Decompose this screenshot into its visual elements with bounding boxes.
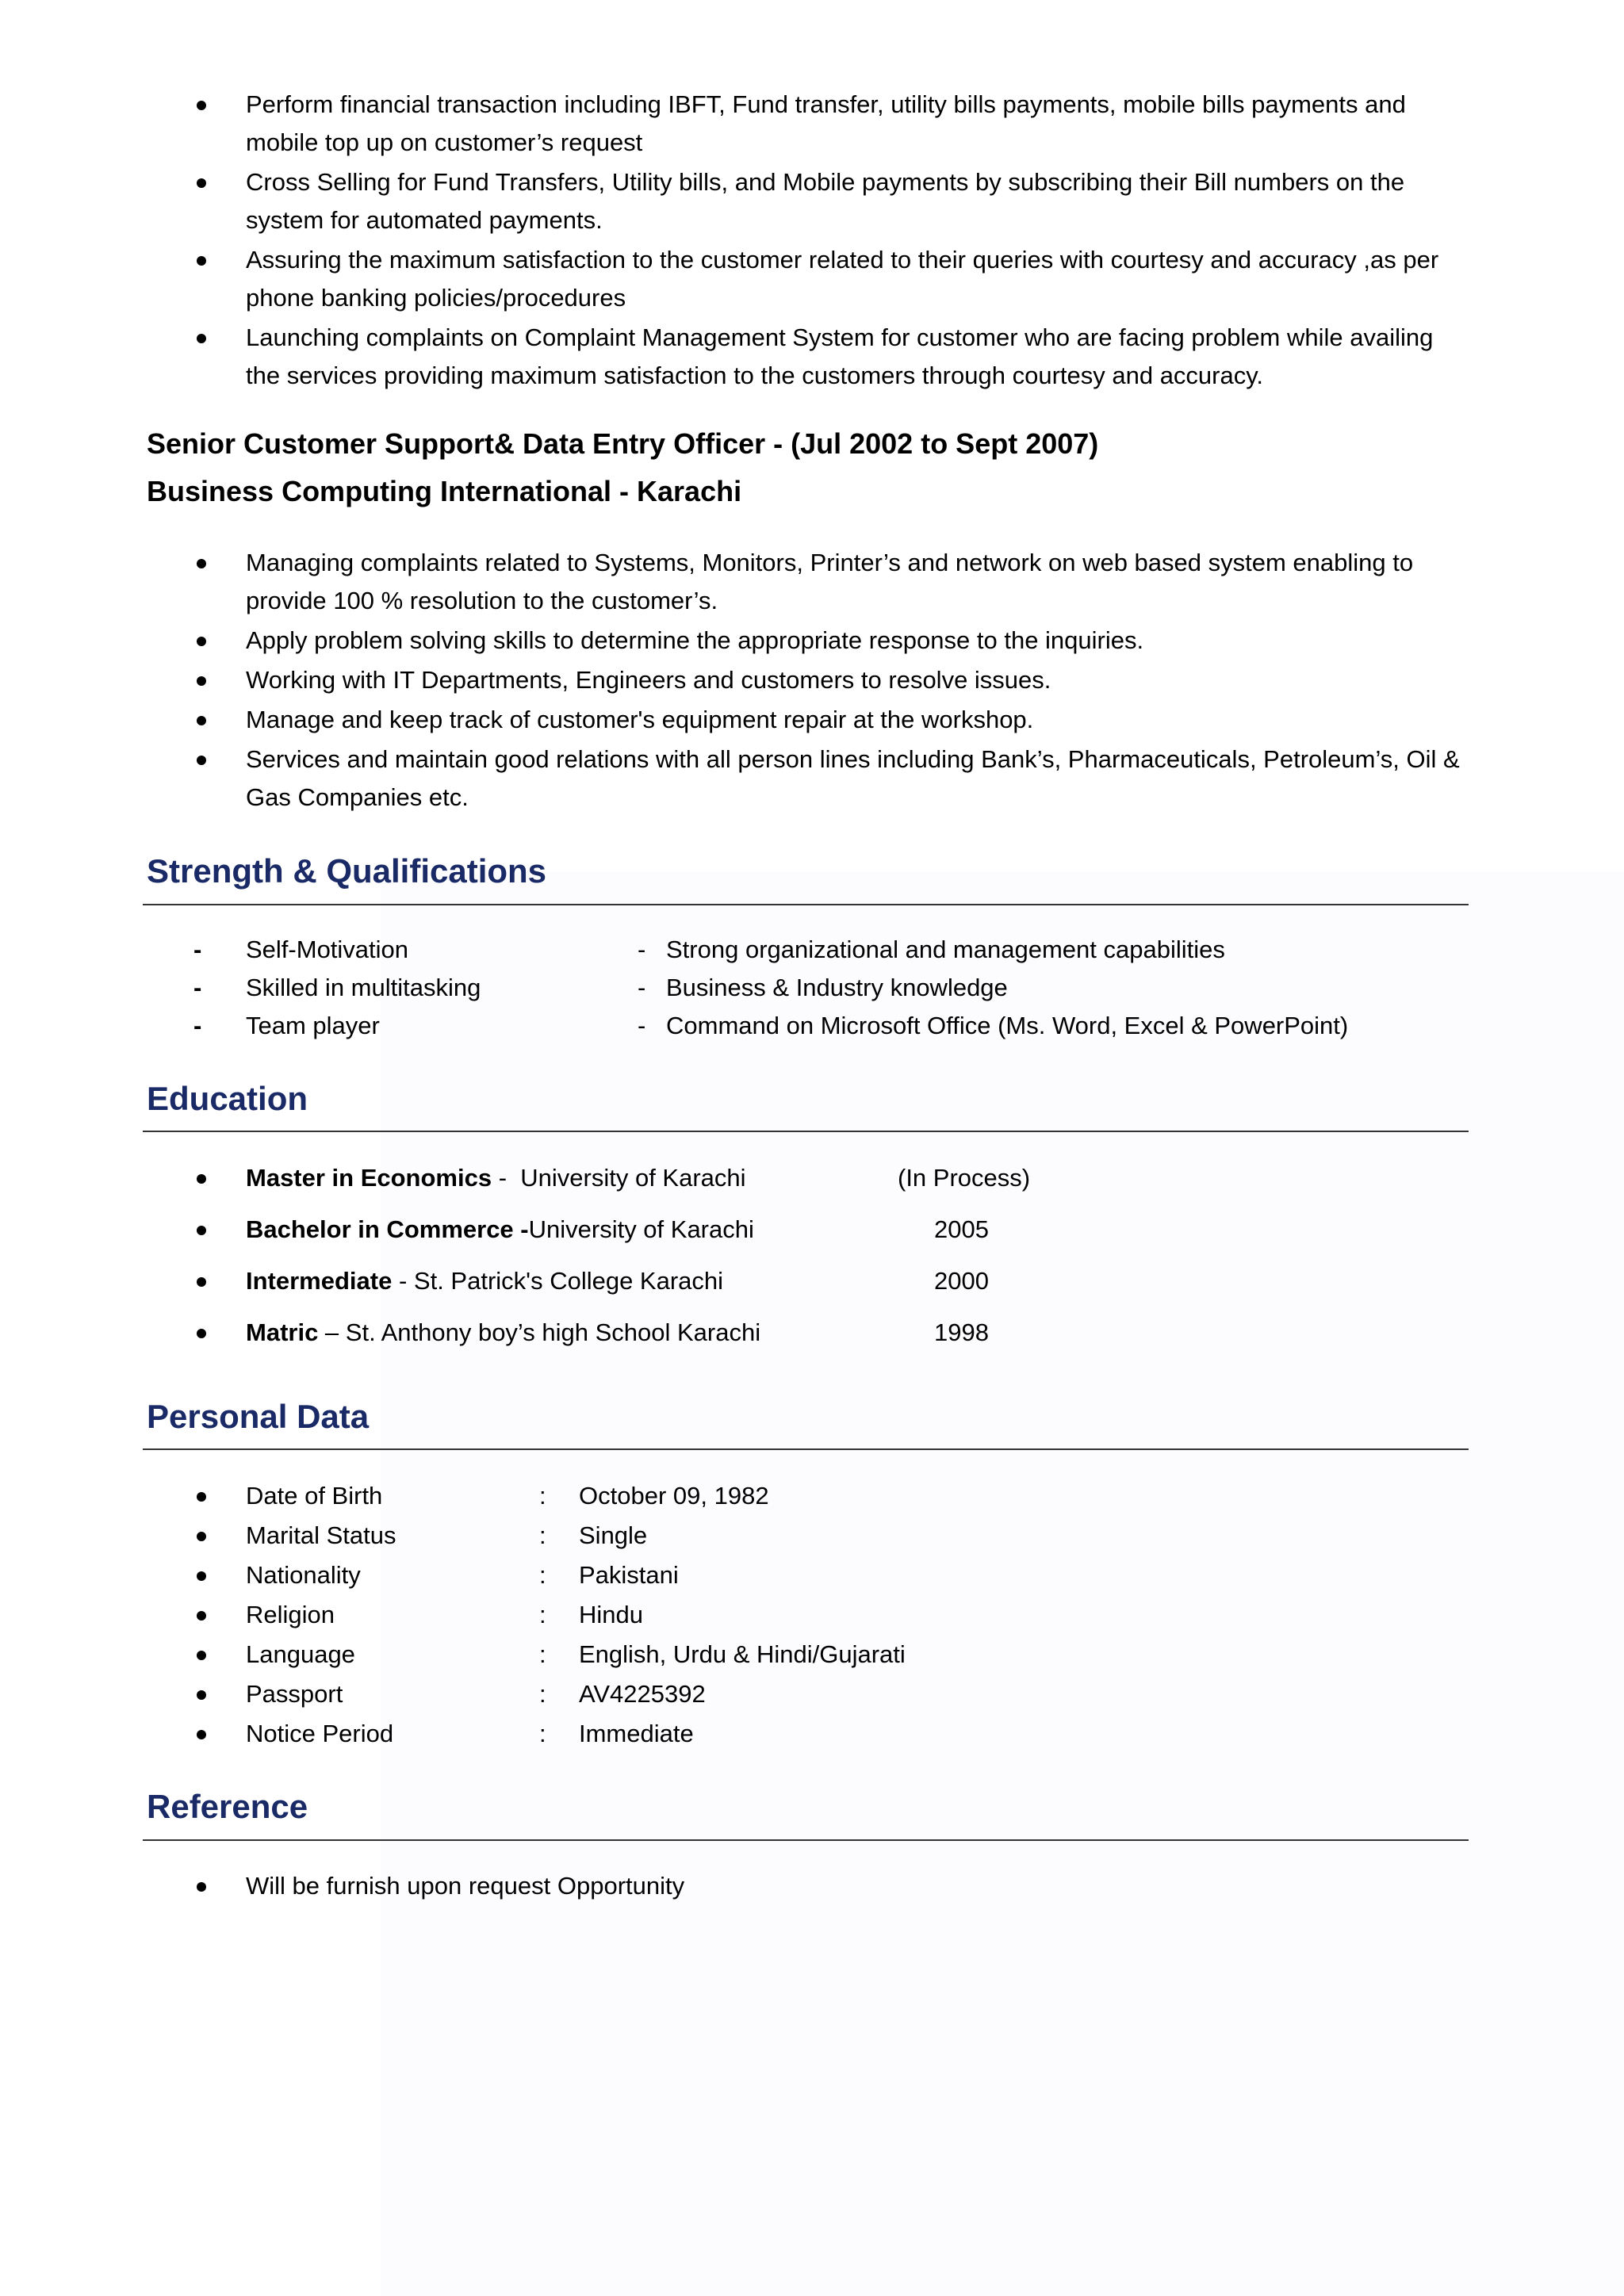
strength-item: Skilled in multitasking <box>246 974 481 1001</box>
dash-marker: - <box>638 1012 646 1039</box>
strength-row <box>0 1007 1624 1045</box>
personal-data-colon: : <box>539 1482 546 1510</box>
bullet-icon <box>197 637 206 646</box>
personal-data-colon: : <box>539 1561 546 1589</box>
education-year: 2005 <box>934 1215 989 1243</box>
dash-marker: - <box>638 974 646 1001</box>
degree-separator: - <box>492 1164 521 1192</box>
personal-data-colon: : <box>539 1680 546 1708</box>
bullet-text: Perform financial transaction including IBFT, Fund transfer, utility bills payments, mobile bills payments and mobile top up on customer’s request <box>246 90 1406 156</box>
bullet-icon <box>197 1571 206 1581</box>
list-item <box>0 544 1467 620</box>
education-degree-line <box>246 1314 760 1352</box>
bullet-icon <box>197 334 206 343</box>
personal-data-label: Notice Period <box>246 1720 394 1747</box>
bullet-icon <box>197 256 206 266</box>
personal-data-label: Nationality <box>246 1561 361 1589</box>
bullet-text: Cross Selling for Fund Transfers, Utility bills, and Mobile payments by subscribing their Bill numbers on the system for automated payments. <box>246 168 1405 234</box>
dash-marker: - <box>193 974 202 1001</box>
list-item <box>0 163 1467 239</box>
bullet-text: Apply problem solving skills to determine the appropriate response to the inquiries. <box>246 626 1144 654</box>
bullet-icon <box>197 1882 206 1892</box>
job-company: Business Computing International - Karachi <box>147 475 742 507</box>
education-item <box>0 1159 1624 1197</box>
bullet-text: Manage and keep track of customer's equipment repair at the workshop. <box>246 706 1034 733</box>
section-title-strengths: Strength & Qualifications <box>147 852 547 890</box>
personal-data-label: Language <box>246 1640 355 1668</box>
list-item <box>0 661 1467 699</box>
personal-data-value: English, Urdu & Hindi/Gujarati <box>579 1640 906 1668</box>
personal-data-value: Hindu <box>579 1601 643 1628</box>
degree-name: Intermediate <box>246 1267 393 1295</box>
education-year: (In Process) <box>898 1164 1031 1192</box>
education-item <box>0 1211 1624 1249</box>
degree-name: Master in Economics <box>246 1164 492 1192</box>
job-title: Senior Customer Support& Data Entry Officer - (Jul 2002 to Sept 2007) <box>147 427 1099 460</box>
degree-name: Matric <box>246 1318 319 1346</box>
personal-data-row <box>0 1674 1624 1714</box>
personal-data-value: October 09, 1982 <box>579 1482 769 1510</box>
institution-name: St. Anthony boy’s high School Karachi <box>345 1318 761 1346</box>
bullet-icon <box>197 676 206 686</box>
education-item <box>0 1262 1624 1300</box>
personal-data-row <box>0 1516 1624 1556</box>
strength-item: Command on Microsoft Office (Ms. Word, Excel & PowerPoint) <box>666 1012 1349 1039</box>
degree-separator: - <box>392 1267 414 1295</box>
intro-bullet-list <box>0 86 1467 396</box>
bullet-icon <box>197 1492 206 1502</box>
education-item <box>0 1314 1624 1352</box>
education-year: 1998 <box>934 1318 989 1346</box>
education-degree-line <box>246 1262 723 1300</box>
strength-row <box>0 969 1624 1007</box>
personal-data-row <box>0 1556 1624 1595</box>
reference-bullet-list <box>0 1867 1467 1907</box>
personal-data-label: Passport <box>246 1680 343 1708</box>
section-divider <box>143 1839 1469 1841</box>
bullet-icon <box>197 1226 206 1235</box>
degree-name: Bachelor in Commerce - <box>246 1215 529 1243</box>
bullet-icon <box>197 756 206 765</box>
list-item <box>0 86 1467 162</box>
bullet-icon <box>197 1329 206 1338</box>
section-divider <box>143 1448 1469 1450</box>
degree-separator: – <box>318 1318 346 1346</box>
section-title-reference: Reference <box>147 1788 308 1825</box>
section-title-personal-data: Personal Data <box>147 1398 370 1435</box>
strength-row <box>0 931 1624 969</box>
bullet-icon <box>197 178 206 188</box>
bullet-icon <box>197 101 206 110</box>
personal-data-row <box>0 1595 1624 1635</box>
list-item <box>0 740 1467 817</box>
section-divider <box>143 1131 1469 1132</box>
personal-data-value: Immediate <box>579 1720 694 1747</box>
strength-item: Business & Industry knowledge <box>666 974 1008 1001</box>
section-divider <box>143 904 1469 905</box>
personal-data-row <box>0 1476 1624 1516</box>
bullet-text: Managing complaints related to Systems, Monitors, Printer’s and network on web based system enabling to provide 100 % resolution to the customer’s. <box>246 549 1414 614</box>
list-item <box>0 622 1467 660</box>
personal-data-colon: : <box>539 1521 546 1549</box>
education-degree-line <box>246 1211 754 1249</box>
personal-data-row <box>0 1714 1624 1754</box>
personal-data-label: Religion <box>246 1601 335 1628</box>
personal-data-colon: : <box>539 1640 546 1668</box>
personal-data-value: Single <box>579 1521 648 1549</box>
personal-data-value: AV4225392 <box>579 1680 706 1708</box>
strength-item: Strong organizational and management capabilities <box>666 936 1225 963</box>
personal-data-colon: : <box>539 1601 546 1628</box>
bullet-text: Assuring the maximum satisfaction to the customer related to their queries with courtesy and accuracy ,as per phone banking policies/procedures <box>246 246 1439 312</box>
institution-name: St. Patrick's College Karachi <box>413 1267 724 1295</box>
bullet-icon <box>197 1532 206 1541</box>
education-year: 2000 <box>934 1267 989 1295</box>
bullet-icon <box>197 1174 206 1184</box>
bullet-icon <box>197 1277 206 1287</box>
dash-marker: - <box>193 1012 202 1039</box>
bullet-text: Will be furnish upon request Opportunity <box>246 1872 685 1900</box>
bullet-text: Working with IT Departments, Engineers and customers to resolve issues. <box>246 666 1051 694</box>
bullet-icon <box>197 1690 206 1700</box>
dash-marker: - <box>638 936 646 963</box>
bullet-icon <box>197 1611 206 1621</box>
bullet-icon <box>197 1651 206 1660</box>
personal-data-colon: : <box>539 1720 546 1747</box>
personal-data-row <box>0 1635 1624 1674</box>
bullet-text: Launching complaints on Complaint Management System for customer who are facing problem while availing the services providing maximum satisfaction to the customers through courtesy and accuracy. <box>246 323 1434 389</box>
bullet-icon <box>197 1730 206 1739</box>
personal-data-label: Date of Birth <box>246 1482 383 1510</box>
personal-data-label: Marital Status <box>246 1521 396 1549</box>
list-item <box>0 319 1467 395</box>
bullet-icon <box>197 559 206 568</box>
strength-item: Team player <box>246 1012 380 1039</box>
bullet-icon <box>197 716 206 725</box>
bullet-text: Services and maintain good relations with all person lines including Bank’s, Pharmaceuticals, Petroleum’s, Oil & Gas Companies etc. <box>246 745 1460 811</box>
education-degree-line <box>246 1159 746 1197</box>
institution-name: University of Karachi <box>528 1215 754 1243</box>
strength-item: Self-Motivation <box>246 936 409 963</box>
list-item <box>0 701 1467 739</box>
job-bullet-list <box>0 544 1467 818</box>
personal-data-value: Pakistani <box>579 1561 679 1589</box>
list-item <box>0 1867 1467 1905</box>
institution-name: University of Karachi <box>520 1164 746 1192</box>
dash-marker: - <box>193 936 202 963</box>
section-title-education: Education <box>147 1080 308 1117</box>
list-item <box>0 241 1467 317</box>
